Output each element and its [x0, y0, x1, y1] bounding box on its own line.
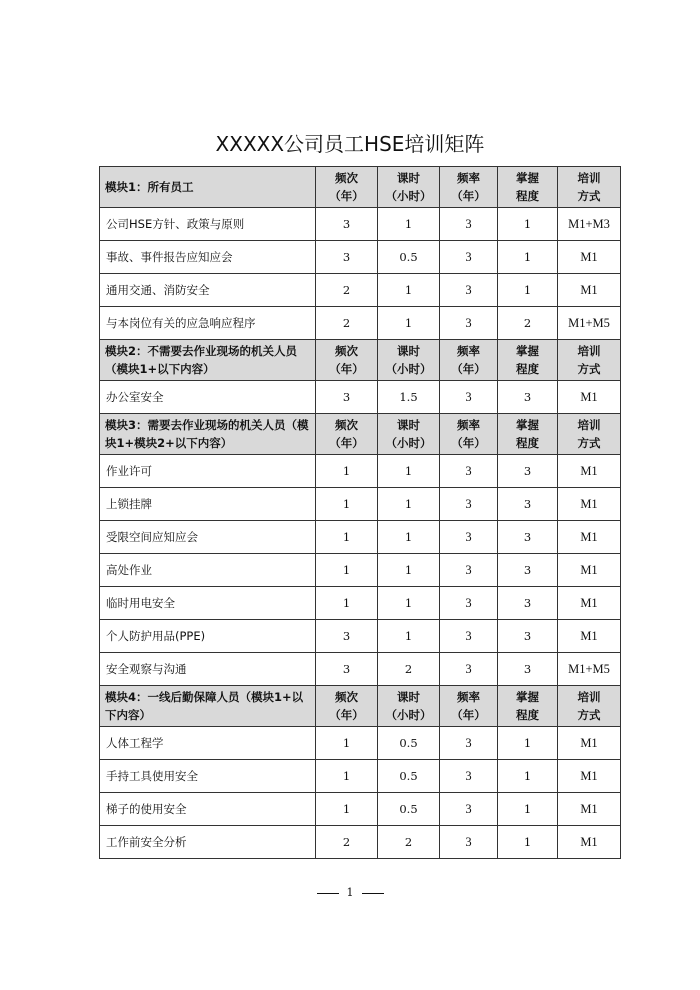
cell-rate: 3	[440, 488, 498, 521]
footer-dash-right	[362, 893, 384, 894]
cell-method: M1	[558, 554, 621, 587]
cell-method: M1	[558, 521, 621, 554]
page-number: 1	[346, 886, 354, 899]
table-row	[100, 653, 621, 686]
column-header-method: 培训 方式	[558, 167, 621, 208]
table-row	[100, 455, 621, 488]
cell-mastery: 3	[498, 488, 558, 521]
cell-freq: 2	[316, 274, 378, 307]
course-name: 作业许可	[100, 455, 316, 488]
training-matrix-table	[99, 166, 621, 859]
cell-hours: 2	[378, 826, 440, 859]
course-name: 与本岗位有关的应急响应程序	[100, 307, 316, 340]
table-row	[100, 208, 621, 241]
cell-freq: 1	[316, 521, 378, 554]
cell-mastery: 1	[498, 826, 558, 859]
cell-rate: 3	[440, 826, 498, 859]
table-row	[100, 587, 621, 620]
module-title: 模块2：不需要去作业现场的机关人员（模块1+以下内容）	[100, 340, 316, 381]
course-name: 人体工程学	[100, 727, 316, 760]
table-row	[100, 620, 621, 653]
column-header-mastery: 掌握 程度	[498, 167, 558, 208]
footer-dash-left	[317, 893, 339, 894]
course-name: 上锁挂牌	[100, 488, 316, 521]
cell-rate: 3	[440, 274, 498, 307]
cell-hours: 1.5	[378, 381, 440, 414]
cell-method: M1	[558, 727, 621, 760]
cell-rate: 3	[440, 620, 498, 653]
cell-mastery: 3	[498, 587, 558, 620]
cell-rate: 3	[440, 241, 498, 274]
cell-rate: 3	[440, 793, 498, 826]
cell-method: M1	[558, 381, 621, 414]
column-header-freq: 频次 （年）	[316, 414, 378, 455]
cell-freq: 3	[316, 620, 378, 653]
cell-rate: 3	[440, 381, 498, 414]
cell-mastery: 1	[498, 241, 558, 274]
column-header-hours: 课时 （小时）	[378, 167, 440, 208]
cell-mastery: 3	[498, 521, 558, 554]
column-header-hours: 课时 （小时）	[378, 686, 440, 727]
table-row	[100, 793, 621, 826]
column-header-freq: 频次 （年）	[316, 686, 378, 727]
cell-rate: 3	[440, 653, 498, 686]
course-name: 事故、事件报告应知应会	[100, 241, 316, 274]
cell-mastery: 1	[498, 793, 558, 826]
module-header-row	[100, 340, 621, 381]
table-row	[100, 760, 621, 793]
cell-method: M1	[558, 793, 621, 826]
table-row	[100, 488, 621, 521]
page-footer	[0, 886, 700, 899]
cell-hours: 0.5	[378, 760, 440, 793]
module-title: 模块4：一线后勤保障人员（模块1+以下内容）	[100, 686, 316, 727]
column-header-method: 培训 方式	[558, 414, 621, 455]
cell-freq: 3	[316, 241, 378, 274]
column-header-hours: 课时 （小时）	[378, 414, 440, 455]
cell-method: M1	[558, 241, 621, 274]
cell-rate: 3	[440, 587, 498, 620]
course-name: 安全观察与沟通	[100, 653, 316, 686]
cell-freq: 3	[316, 381, 378, 414]
module-header-row	[100, 414, 621, 455]
table-row	[100, 554, 621, 587]
course-name: 通用交通、消防安全	[100, 274, 316, 307]
cell-freq: 2	[316, 826, 378, 859]
cell-method: M1+M3	[558, 208, 621, 241]
cell-hours: 2	[378, 653, 440, 686]
cell-freq: 1	[316, 727, 378, 760]
cell-hours: 1	[378, 208, 440, 241]
cell-method: M1	[558, 455, 621, 488]
cell-rate: 3	[440, 307, 498, 340]
column-header-mastery: 掌握 程度	[498, 414, 558, 455]
cell-rate: 3	[440, 208, 498, 241]
cell-hours: 1	[378, 455, 440, 488]
cell-mastery: 1	[498, 274, 558, 307]
table-row	[100, 241, 621, 274]
column-header-rate: 频率 （年）	[440, 340, 498, 381]
cell-mastery: 3	[498, 381, 558, 414]
course-name: 受限空间应知应会	[100, 521, 316, 554]
course-name: 高处作业	[100, 554, 316, 587]
cell-freq: 1	[316, 488, 378, 521]
column-header-mastery: 掌握 程度	[498, 340, 558, 381]
module-title: 模块3：需要去作业现场的机关人员（模块1+模块2+以下内容）	[100, 414, 316, 455]
cell-mastery: 2	[498, 307, 558, 340]
cell-freq: 1	[316, 793, 378, 826]
cell-method: M1+M5	[558, 307, 621, 340]
cell-hours: 1	[378, 620, 440, 653]
table-row	[100, 381, 621, 414]
course-name: 临时用电安全	[100, 587, 316, 620]
cell-freq: 1	[316, 554, 378, 587]
column-header-mastery: 掌握 程度	[498, 686, 558, 727]
column-header-rate: 频率 （年）	[440, 167, 498, 208]
column-header-freq: 频次 （年）	[316, 167, 378, 208]
cell-mastery: 1	[498, 208, 558, 241]
course-name: 梯子的使用安全	[100, 793, 316, 826]
cell-method: M1	[558, 274, 621, 307]
cell-mastery: 1	[498, 760, 558, 793]
cell-hours: 1	[378, 307, 440, 340]
course-name: 工作前安全分析	[100, 826, 316, 859]
module-title: 模块1：所有员工	[100, 167, 316, 208]
page-title: XXXXX公司员工HSE培训矩阵	[215, 132, 485, 156]
table-row	[100, 274, 621, 307]
cell-rate: 3	[440, 554, 498, 587]
cell-freq: 2	[316, 307, 378, 340]
column-header-rate: 频率 （年）	[440, 686, 498, 727]
course-name: 办公室安全	[100, 381, 316, 414]
cell-freq: 1	[316, 760, 378, 793]
cell-hours: 1	[378, 554, 440, 587]
cell-freq: 3	[316, 208, 378, 241]
course-name: 个人防护用品(PPE)	[100, 620, 316, 653]
training-matrix-body	[100, 167, 621, 859]
cell-method: M1	[558, 760, 621, 793]
cell-method: M1	[558, 488, 621, 521]
cell-hours: 0.5	[378, 727, 440, 760]
table-row	[100, 727, 621, 760]
cell-hours: 1	[378, 587, 440, 620]
cell-hours: 1	[378, 274, 440, 307]
column-header-hours: 课时 （小时）	[378, 340, 440, 381]
course-name: 公司HSE方针、政策与原则	[100, 208, 316, 241]
cell-hours: 1	[378, 488, 440, 521]
table-row	[100, 826, 621, 859]
cell-mastery: 1	[498, 727, 558, 760]
cell-mastery: 3	[498, 620, 558, 653]
cell-rate: 3	[440, 521, 498, 554]
cell-method: M1	[558, 826, 621, 859]
cell-method: M1	[558, 587, 621, 620]
cell-rate: 3	[440, 727, 498, 760]
course-name: 手持工具使用安全	[100, 760, 316, 793]
module-header-row	[100, 167, 621, 208]
cell-method: M1	[558, 620, 621, 653]
cell-rate: 3	[440, 455, 498, 488]
cell-hours: 1	[378, 521, 440, 554]
module-header-row	[100, 686, 621, 727]
table-row	[100, 307, 621, 340]
column-header-method: 培训 方式	[558, 686, 621, 727]
cell-mastery: 3	[498, 554, 558, 587]
table-row	[100, 521, 621, 554]
cell-mastery: 3	[498, 653, 558, 686]
cell-freq: 1	[316, 587, 378, 620]
cell-hours: 0.5	[378, 793, 440, 826]
cell-mastery: 3	[498, 455, 558, 488]
cell-freq: 3	[316, 653, 378, 686]
column-header-freq: 频次 （年）	[316, 340, 378, 381]
cell-method: M1+M5	[558, 653, 621, 686]
cell-hours: 0.5	[378, 241, 440, 274]
column-header-rate: 频率 （年）	[440, 414, 498, 455]
column-header-method: 培训 方式	[558, 340, 621, 381]
cell-freq: 1	[316, 455, 378, 488]
cell-rate: 3	[440, 760, 498, 793]
